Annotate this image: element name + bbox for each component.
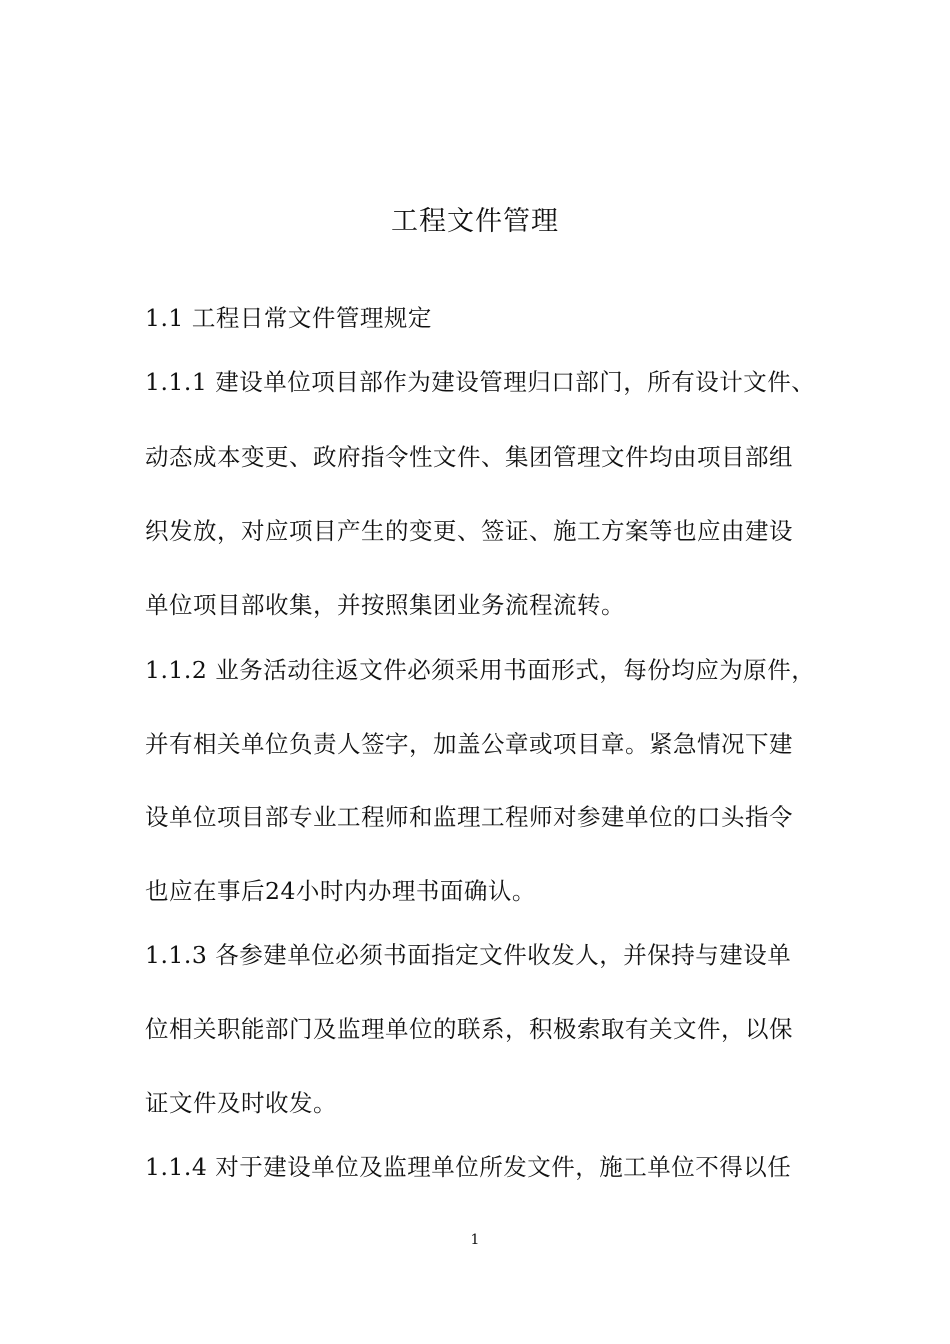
paragraph-line: 织发放，对应项目产生的变更、签证、施工方案等也应由建设 xyxy=(145,517,793,545)
paragraph-line: 设单位项目部专业工程师和监理工程师对参建单位的口头指令 xyxy=(145,803,793,831)
paragraph-line: 也应在事后24小时内办理书面确认。 xyxy=(145,877,536,905)
section-heading: 1.1 工程日常文件管理规定 xyxy=(145,304,432,332)
paragraph-line: 1.1.3 各参建单位必须书面指定文件收发人，并保持与建设单 xyxy=(145,941,792,969)
document-title: 工程文件管理 xyxy=(391,206,559,237)
paragraph-line: 1.1.4 对于建设单位及监理单位所发文件，施工单位不得以任 xyxy=(145,1153,792,1181)
page-number: 1 xyxy=(470,1232,480,1248)
paragraph-line: 证文件及时收发。 xyxy=(145,1089,337,1117)
paragraph-line: 动态成本变更、政府指令性文件、集团管理文件均由项目部组 xyxy=(145,443,793,471)
paragraph-line: 位相关职能部门及监理单位的联系，积极索取有关文件，以保 xyxy=(145,1015,793,1043)
paragraph-line: 1.1.1 建设单位项目部作为建设管理归口部门，所有设计文件、 xyxy=(145,368,816,396)
paragraph-line: 单位项目部收集，并按照集团业务流程流转。 xyxy=(145,591,625,619)
paragraph-line: 1.1.2 业务活动往返文件必须采用书面形式，每份均应为原件， xyxy=(145,656,816,684)
paragraph-line: 并有相关单位负责人签字，加盖公章或项目章。紧急情况下建 xyxy=(145,730,793,758)
